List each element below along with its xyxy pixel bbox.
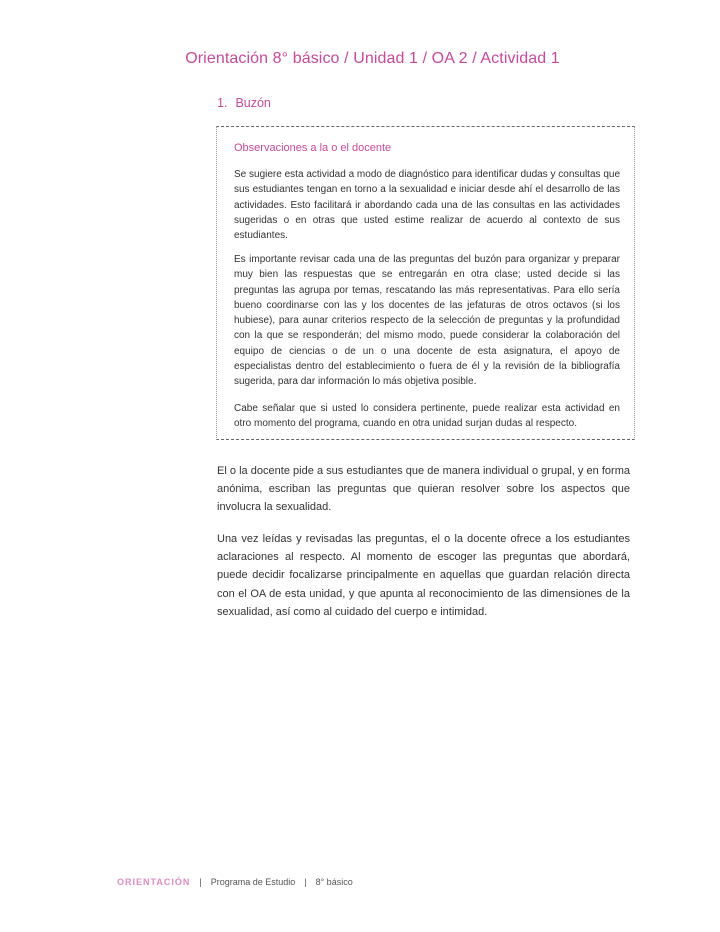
observation-paragraph: Cabe señalar que si usted lo considera pertinente, puede realizar esta actividad en otro momento del programa, cuando en otra unidad surjan dudas al respecto. (234, 403, 620, 430)
section-number: 1. (217, 96, 228, 110)
footer-subject: ORIENTACIÓN (117, 877, 191, 887)
observation-paragraph: Es importante revisar cada una de las preguntas del buzón para organizar y preparar muy bien las respuestas que se entregarán en otra clase; usted decide si las preguntas las agrupa por temas, rescatando las más representativas. Para ello sería bueno coordinarse con las y los docentes de las jefaturas de otros octavos (si los hubiese), para aunar criterios respecto de la selección de preguntas y la profundidad con la que se responderán; del mismo modo, puede considerar la colaboración del equipo de ciencias o de un o una docente de esta asignatura, el apoyo de especialistas dentro del establecimiento o fuera de él y la revisión de la bibliografía sugerida, para dar información lo más objetiva posible. (234, 254, 620, 388)
teacher-observations-box (216, 126, 635, 440)
page-footer (117, 877, 353, 887)
body-paragraph: Una vez leídas y revisadas las preguntas, el o la docente ofrece a los estudiantes aclaraciones al respecto. Al momento de escoger las preguntas que abordará, puede decidir focalizarse principalmente en aquellas que guardan relación directa con el OA de esta unidad, y que apunta al reconocimiento de las dimensiones de la sexualidad, así como al cuidado del cuerpo e intimidad. (217, 533, 630, 618)
footer-grade: 8° básico (315, 877, 353, 887)
body-paragraph: El o la docente pide a sus estudiantes que de manera individual o grupal, y en forma anónima, escriban las preguntas que quieran resolver sobre los aspectos que involucra la sexualidad. (217, 465, 630, 514)
section-heading (217, 96, 271, 110)
footer-separator: | (304, 877, 307, 887)
observations-title: Observaciones a la o el docente (234, 142, 392, 154)
observation-paragraph: Se sugiere esta actividad a modo de diagnóstico para identificar dudas y consultas que sus estudiantes tengan en torno a la sexualidad e iniciar desde ahí el desarrollo de las actividades. Esto facilitará ir abordando cada una de las consultas en las actividades sugeridas o en otras que usted estime realizar de acuerdo al contexto de sus estudiantes. (234, 169, 620, 242)
footer-program: Programa de Estudio (210, 877, 296, 887)
page-title: Orientación 8° básico / Unidad 1 / OA 2 / Actividad 1 (185, 50, 560, 67)
footer-separator: | (199, 877, 202, 887)
section-title: Buzón (235, 96, 271, 110)
